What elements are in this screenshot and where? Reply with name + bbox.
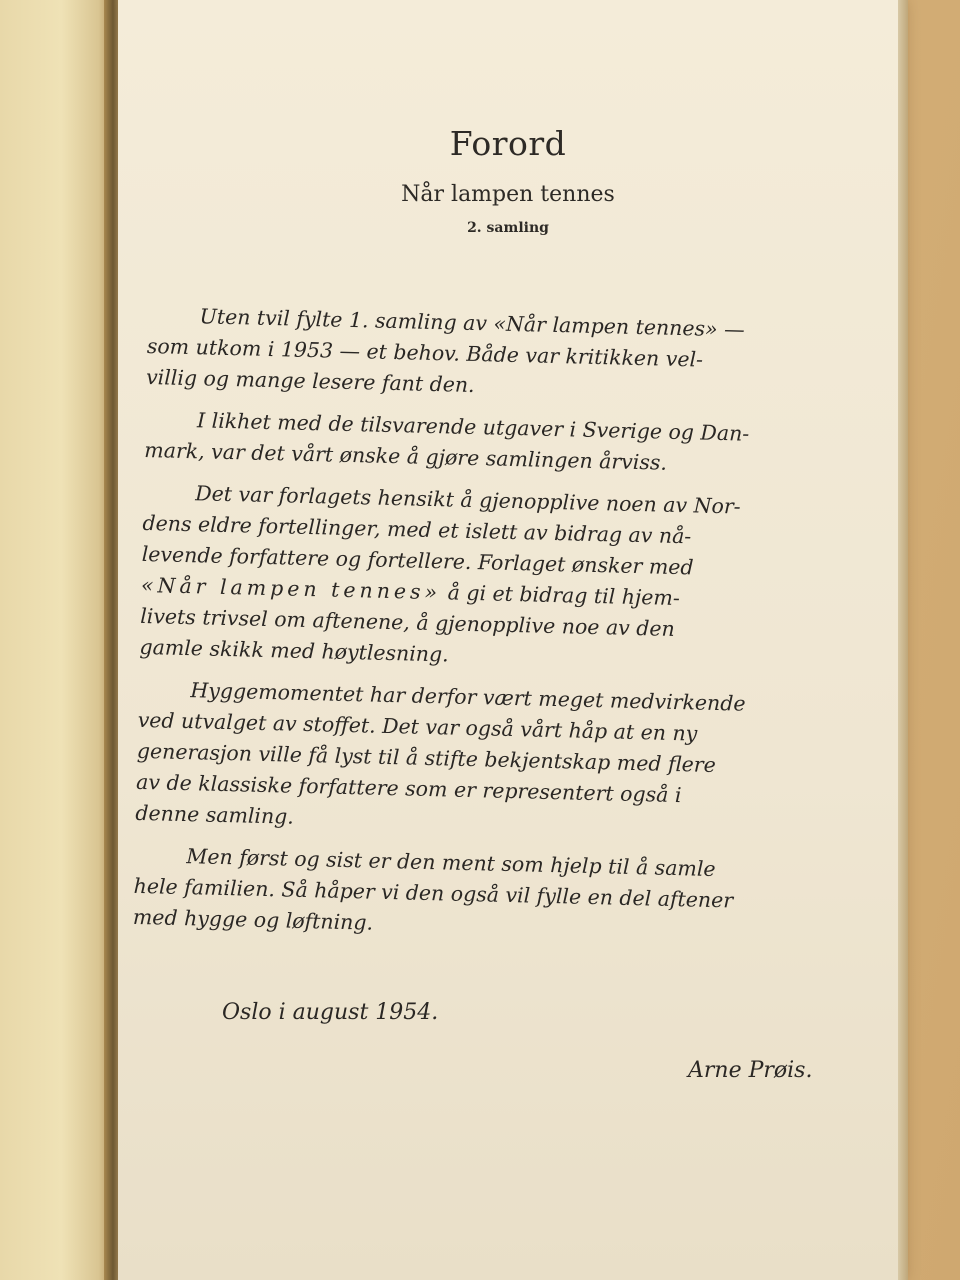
page-title: Forord	[449, 124, 567, 163]
paragraph-4	[135, 674, 839, 846]
text-line: levende forfattere og fortellere. Forlaget ønsker med	[141, 541, 694, 580]
text-line: generasjon ville få lyst til å stifte bekjentskap med flere	[136, 738, 717, 778]
place-and-date: Oslo i august 1954.	[222, 1000, 439, 1025]
text-line: Hyggemomentet har derfor vært meget medvirkende	[190, 678, 746, 716]
text-line: I likhet med de tilsvarende utgaver i Sverige og Dan-	[196, 408, 750, 446]
page-right-edge	[898, 0, 908, 1280]
foreword-body	[132, 300, 848, 961]
text-line: av de klassiske forfattere som er representert også i	[135, 769, 682, 808]
text-line: livets trivsel om aftenene, å gjenopplive noe av den	[139, 603, 676, 641]
text-line: gamle skikk med høytlesning.	[139, 634, 449, 667]
text-line: Uten tvil fylte 1. samling av «Når lampen tennes» —	[199, 304, 745, 342]
page-subtitle: Når lampen tennes	[401, 182, 615, 207]
text-line: villig og mange lesere fant den.	[145, 364, 475, 398]
text-line: ved utvalget av stoffet. Det var også vårt håp at en ny	[137, 707, 698, 746]
text-line: hele familien. Så håper vi den også vil fylle en del aftener	[133, 873, 734, 913]
paragraph-2	[144, 404, 845, 483]
paragraph-5	[133, 840, 835, 950]
author-signature: Arne Prøis.	[688, 1058, 813, 1083]
text-line: Men først og sist er den ment som hjelp til å samle	[186, 844, 716, 882]
edition-label: 2. samling	[467, 220, 549, 236]
text-line: dens eldre fortellinger, med et islett av bidrag av nå-	[142, 510, 692, 549]
book-title-spaced: «Når lampen tennes»	[140, 572, 442, 605]
left-page-edge	[0, 0, 112, 1280]
text-fragment: å gi et bidrag til hjem-	[440, 580, 681, 611]
paragraph-3	[139, 477, 843, 680]
text-line: mark, var det vårt ønske å gjøre samlingen årviss.	[144, 437, 668, 475]
text-line: denne samling.	[135, 800, 295, 829]
text-line: som utkom i 1953 — et behov. Både var kritikken vel-	[146, 333, 704, 372]
text-line: med hygge og løftning.	[132, 904, 374, 935]
paragraph-1	[146, 300, 848, 410]
text-line: Det var forlagets hensikt å gjenopplive noen av Nor-	[195, 481, 741, 519]
